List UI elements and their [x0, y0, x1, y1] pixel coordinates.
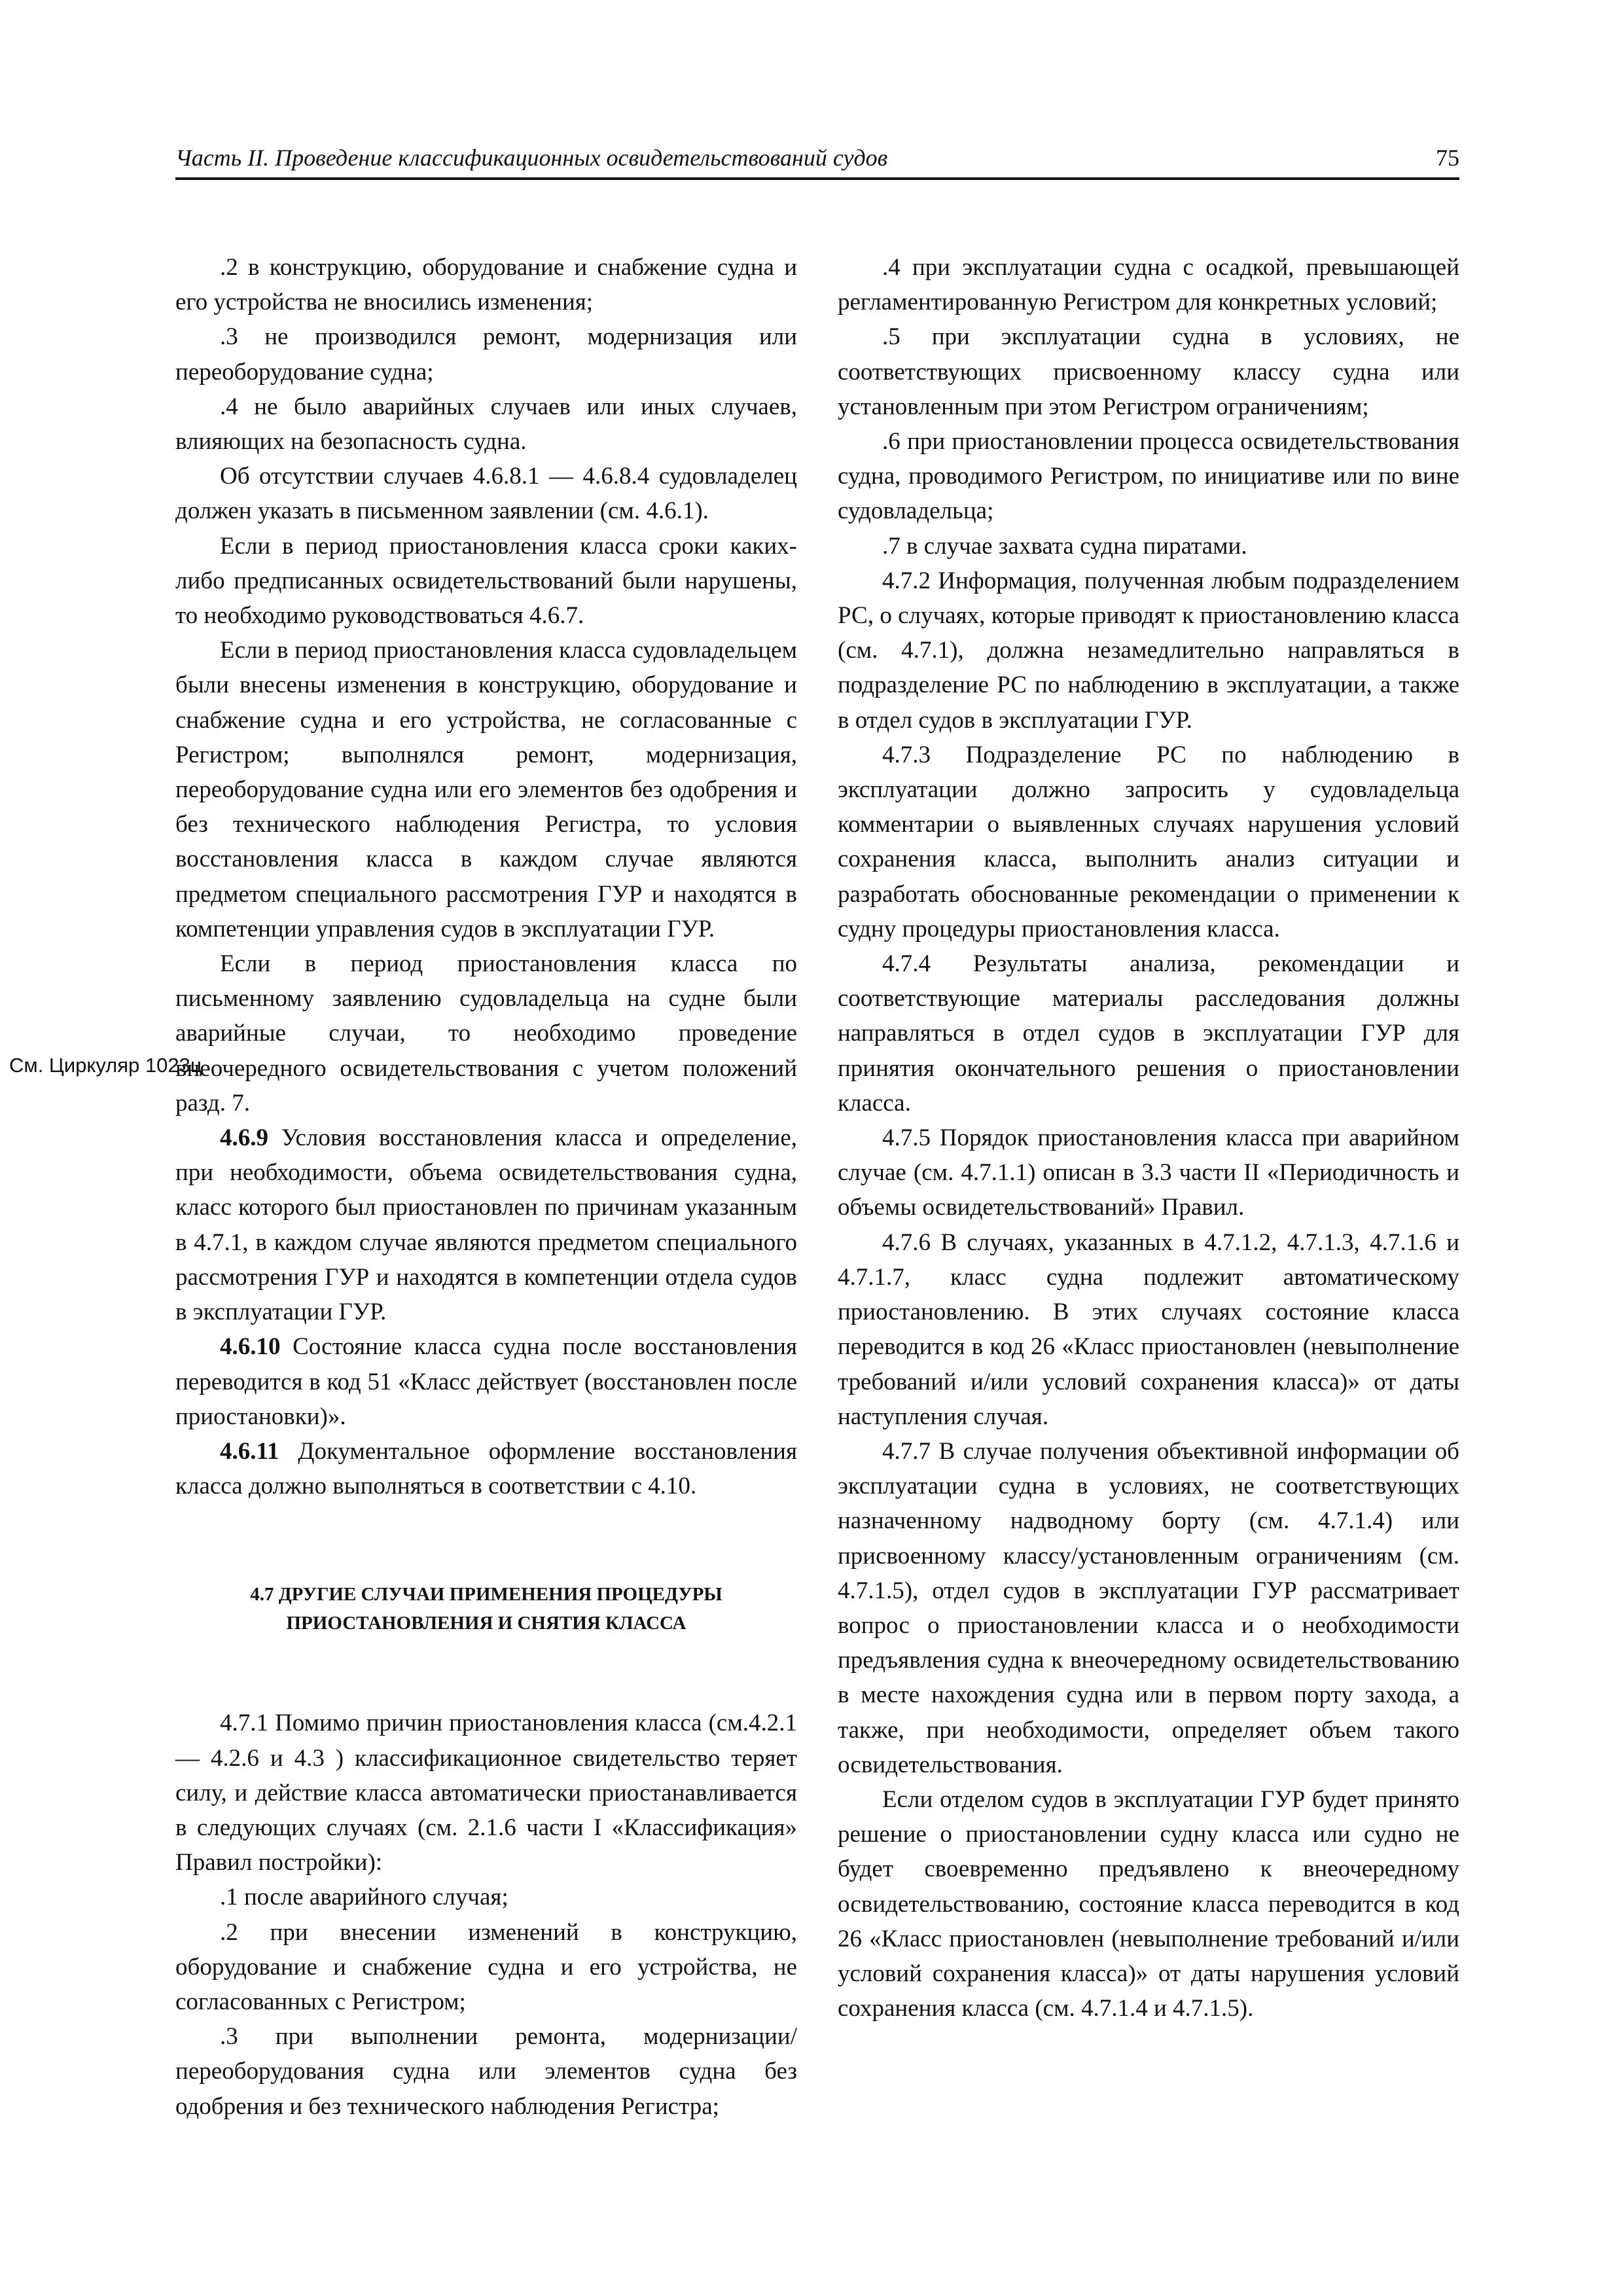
section-heading [175, 1580, 797, 1638]
clause-4-7-5: 4.7.5 Порядок приостановления класса при аварийном случае (см. 4.7.1.1) описан в 3.3 части II «Периодичность и объемы освидетельствований» Правил. [838, 1124, 1459, 1221]
paragraph: .6 при приостановлении процесса освидетельствования судна, проводимого Регистром, по инициативе или по вине судовладельца; [838, 428, 1459, 525]
running-header [175, 143, 1459, 179]
paragraph: .3 не производился ремонт, модернизация или переоборудование судна; [175, 323, 797, 386]
paragraph: Если в период приостановления класса судовладельцем были внесены изменения в конструкцию, оборудование и снабжение судна и его устройства, не согласованные с Регистром; выполнялся ремонт, модернизация, переоборудование судна или его элементов без одобрения и без технического наблюдения Регистра, то условия восстановления класса в каждом случае являются предметом специального рассмотрения ГУР и находятся в компетенции управления судов в эксплуатации ГУР. [175, 637, 797, 942]
clause-number: 4.7.2 [882, 567, 931, 594]
left-column [175, 250, 797, 2124]
paragraph: .1 после аварийного случая; [220, 1884, 508, 1911]
clause-4-7-4: 4.7.4 Результаты анализа, рекомендации и соответствующие материалы расследования должны направляться в отдел судов в эксплуатации ГУР для принятия окончательного решения о приостановлении класса. [838, 950, 1459, 1117]
clause-number: 4.7.3 [882, 741, 931, 768]
paragraph: .4 при эксплуатации судна с осадкой, превышающей регламентированную Регистром для конкретных условий; [838, 254, 1459, 316]
clause-number: 4.6.10 [220, 1333, 281, 1361]
right-column [838, 250, 1459, 2026]
clause-number: 4.6.11 [220, 1437, 279, 1465]
page-number: 75 [1436, 145, 1459, 171]
section-heading-line: 4.7 ДРУГИЕ СЛУЧАИ ПРИМЕНЕНИЯ ПРОЦЕДУРЫ [250, 1584, 722, 1605]
clause-4-6-11: 4.6.11 Документальное оформление восстановления класса должно выполняться в соответствии с 4.10. [175, 1437, 797, 1500]
clause-4-7-1: 4.7.1 Помимо причин приостановления класса (см.4.2.1 — 4.2.6 и 4.3 ) классификационное свидетельство теряет силу, и действие класса автоматически приостанавливается в следующих случаях (см. 2.1.6 части I «Классификация» Правил постройки): [175, 1710, 797, 1876]
clause-number: 4.7.6 [882, 1229, 931, 1256]
paragraph: .3 при выполнении ремонта, модернизации/переоборудования судна или элементов судна без одобрения и без технического наблюдения Регистра; [175, 2023, 797, 2120]
paragraph: .7 в случае захвата судна пиратами. [882, 532, 1247, 560]
clause-4-7-7: 4.7.7 В случае получения объективной информации об эксплуатации судна в условиях, не соответствующих назначенному надводному борту (см. 4.7.1.4) или присвоенному классу/установленным ограничениям (см. 4.7.1.5), отдел судов в эксплуатации ГУР рассматривает вопрос о приостановлении класса и о необходимости предъявления судна к внеочередному освидетельствованию в месте нахождения судна или в первом порту захода, а также, при необходимости, определяет объем такого освидетельствования. [838, 1437, 1460, 1778]
section-heading-line: ПРИОСТАНОВЛЕНИЯ И СНЯТИЯ КЛАССА [286, 1613, 687, 1634]
clause-number: 4.6.9 [220, 1124, 268, 1152]
clause-number: 4.7.1 [220, 1710, 268, 1737]
header-rule [175, 177, 1459, 180]
paragraph: Если отделом судов в эксплуатации ГУР будет принято решение о приостановлении судну класса или судно не будет своевременно предъявлено к внеочередному освидетельствованию, состояние класса переводится в код 26 «Класс приостановлен (невыполнение требований и/или условий сохранения класса)» от даты нарушения условий сохранения класса (см. 4.7.1.4 и 4.7.1.5). [838, 1785, 1459, 2022]
paragraph: Об отсутствии случаев 4.6.8.1 — 4.6.8.4 судовладелец должен указать в письменном заявлении (см. 4.6.1). [175, 463, 797, 525]
paragraph: .4 не было аварийных случаев или иных случаев, влияющих на безопасность судна. [175, 393, 797, 456]
clause-4-7-2: 4.7.2 Информация, полученная любым подразделением РС, о случаях, которые приводят к приостановлению класса (см. 4.7.1), должна незамедлительно направляться в подразделение РС по наблюдению в эксплуатации, а также в отдел судов в эксплуатации ГУР. [838, 567, 1459, 734]
paragraph: Если в период приостановления класса сроки каких-либо предписанных освидетельствований были нарушены, то необходимо руководствоваться 4.6.7. [175, 532, 797, 630]
clause-number: 4.7.4 [882, 950, 931, 978]
margin-note: См. Циркуляр 1023ц [9, 1054, 202, 1077]
clause-number: 4.7.5 [882, 1124, 931, 1152]
clause-4-7-6: 4.7.6 В случаях, указанных в 4.7.1.2, 4.7.1.3, 4.7.1.6 и 4.7.1.7, класс судна подлежит автоматическому приостановлению. В этих случаях состояние класса переводится в код 26 «Класс приостановлен (невыполнение требований и/или условий сохранения класса)» от даты наступления случая. [838, 1229, 1460, 1430]
running-header-title: Часть II. Проведение классификационных освидетельствований судов [175, 145, 888, 171]
paragraph: .5 при эксплуатации судна в условиях, не соответствующих присвоенному классу судна или установленным при этом Регистром ограничениям; [838, 323, 1459, 420]
clause-4-6-10: 4.6.10 Состояние класса судна после восстановления переводится в код 51 «Класс действует (восстановлен после приостановки)». [175, 1333, 798, 1430]
paragraph: .2 в конструкцию, оборудование и снабжение судна и его устройства не вносились изменения; [175, 254, 797, 316]
paragraph: Если в период приостановления класса по письменному заявлению судовладельца на судне были аварийные случаи, то необходимо проведение внеочередного освидетельствования с учетом положений разд. 7. [175, 950, 797, 1117]
paragraph: .2 при внесении изменений в конструкцию, оборудование и снабжение судна и его устройства, не согласованных с Регистром; [175, 1918, 797, 2015]
clause-4-6-9: 4.6.9 Условия восстановления класса и определение, при необходимости, объема освидетельствования судна, класс которого был приостановлен по причинам указанным в 4.7.1, в каждом случае являются предметом специального рассмотрения ГУР и находятся в компетенции отдела судов в эксплуатации ГУР. [175, 1124, 797, 1326]
clause-4-7-3: 4.7.3 Подразделение РС по наблюдению в эксплуатации должно запросить у судовладельца комментарии о выявленных случаях нарушения условий сохранения класса, выполнить анализ ситуации и разработать обоснованные рекомендации о применении к судну процедуры приостановления класса. [838, 741, 1459, 942]
clause-number: 4.7.7 [882, 1437, 931, 1465]
